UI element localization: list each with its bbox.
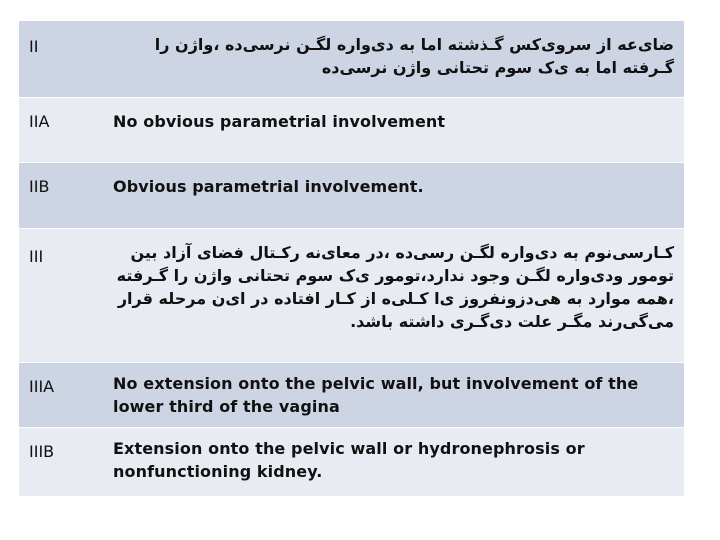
table-row xyxy=(19,428,684,497)
stage-cell: IIA xyxy=(19,98,108,163)
table-row xyxy=(19,98,684,163)
description-cell: No extension onto the pelvic wall, but involvement of the lower third of the vagina xyxy=(108,363,684,428)
stage-cell: IIIA xyxy=(19,363,108,428)
description-cell: No obvious parametrial involvement xyxy=(108,98,684,163)
description-cell: Obvious parametrial involvement. xyxy=(108,163,684,229)
table-row xyxy=(19,21,684,98)
table-row xyxy=(19,229,684,363)
staging-table xyxy=(19,20,684,496)
description-cell: کـارسی‌نوم به دی‌واره لگـن رسی‌ده ،در معای‌نه رکـتال فضای آزاد بین تومور ودی‌واره لگـن وجود ندارد،تومور ی‌ک سوم تحتانی واژن را گـرفته ،همه موارد به هی‌دزونفروز ی‌ا کـلی‌ه از کـار افتاده در ای‌ن مرحله قرار می‌گی‌رند مگـر علت دی‌گـری داشته باشد. xyxy=(108,229,684,363)
stage-cell: II xyxy=(19,21,108,98)
table-row xyxy=(19,163,684,229)
stage-cell: IIB xyxy=(19,163,108,229)
description-cell: ضای‌عه از سروی‌کس گـذشته اما به دی‌واره لگـن نرسی‌ده ،واژن را گـرفته اما به ی‌ک سوم تحتانی واژن نرسی‌ده xyxy=(108,21,684,98)
table-row xyxy=(19,363,684,428)
stage-cell: III xyxy=(19,229,108,363)
description-cell: Extension onto the pelvic wall or hydronephrosis or nonfunctioning kidney. xyxy=(108,428,684,497)
stage-cell: IIIB xyxy=(19,428,108,497)
